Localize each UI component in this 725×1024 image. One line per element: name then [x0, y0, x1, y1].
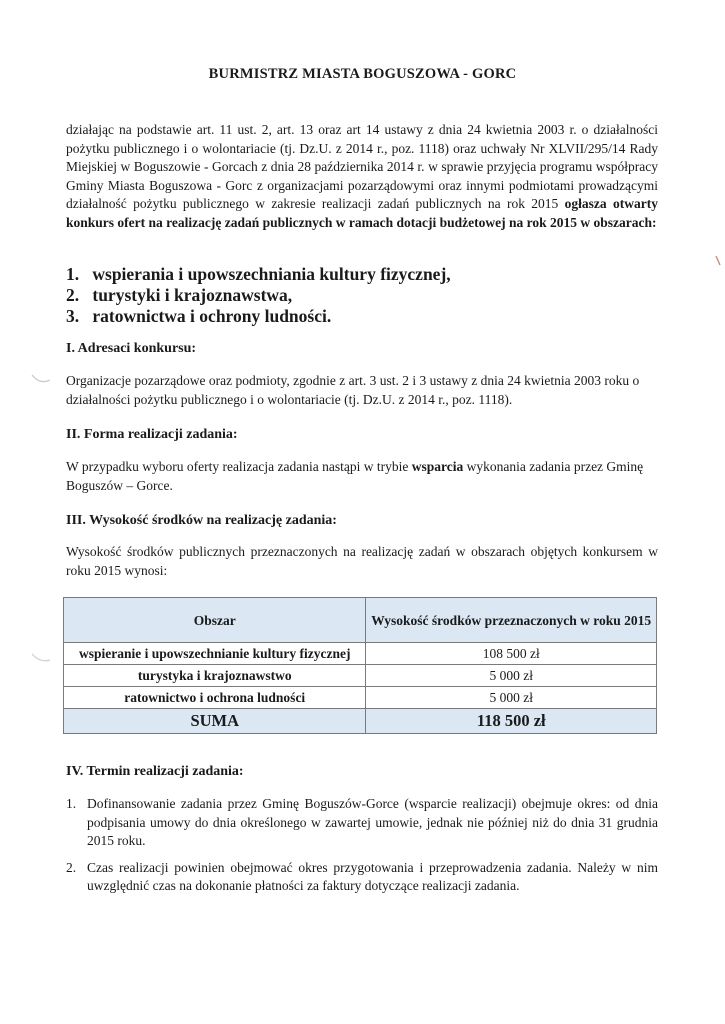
term-text: Dofinansowanie zadania przez Gminę Boguszów-Gorce (wsparcie realizacji) obejmuje okres: od dnia podpisania umowy do dnia określonego w zawartej umowie, jednak nie później niż do dnia 31 grudnia 2015 roku. — [87, 796, 658, 849]
intro-paragraph — [66, 121, 658, 233]
term-text: Czas realizacji powinien obejmować okres przygotowania i przeprowadzenia zadania. Należy w nim uwzględnić czas na dokonanie płatności za faktury dotyczące realizacji zadania. — [87, 859, 658, 894]
table-sum-label: SUMA — [64, 709, 366, 734]
form-text-before: W przypadku wyboru oferty realizacja zadania nastąpi w trybie — [66, 459, 409, 474]
table-cell-amount: 108 500 zł — [366, 643, 657, 665]
term-item — [66, 859, 658, 896]
section-text-form — [66, 458, 658, 495]
section-text-addressees: Organizacje pozarządowe oraz podmioty, zgodnie z art. 3 ust. 2 i 3 ustawy z dnia 24 kwietnia 2003 roku o działalności pożytku publicznego i o wolontariacie (tj. Dz.U. z 2014 r., poz. 1118). — [66, 373, 640, 407]
area-number: 2. — [66, 285, 80, 305]
form-text-after: wykonania zadania przez Gminę Boguszów – Gorce. — [66, 459, 644, 493]
area-number: 3. — [66, 306, 80, 326]
section-heading-form: II. Forma realizacji zadania: — [66, 427, 238, 442]
section-heading-term: IV. Termin realizacji zadania: — [66, 764, 244, 779]
area-item — [66, 285, 451, 306]
table-header-row — [64, 598, 657, 643]
area-item — [66, 264, 451, 285]
term-number: 2. — [66, 859, 77, 875]
scan-mark — [30, 372, 52, 386]
table-cell-area: ratownictwo i ochrona ludności — [64, 687, 366, 709]
table-cell-area: wspieranie i upowszechnianie kultury fizycznej — [64, 643, 366, 665]
form-text-bold: wsparcia — [411, 459, 464, 474]
section-text-funds: Wysokość środków publicznych przeznaczonych na realizację zadań w obszarach objętych konkursem w roku 2015 wynosi: — [66, 544, 658, 578]
areas-list — [66, 264, 451, 327]
intro-text: działając na podstawie art. 11 ust. 2, art. 13 oraz art 14 ustawy z dnia 24 kwietnia 2003 r. o działalności pożytku publicznego i o wolontariacie (tj. Dz.U. z 2014 r., poz. 1118) oraz uchwały Nr XLVII/295/14 Rady Miejskiej w Boguszowie - Gorcach z dnia 28 października 2014 r. w sprawie przyjęcia programu współpracy Gminy Miasta Boguszowa - Gorc z organizacjami pozarządowymi oraz innymi podmiotami prowadzącymi działalność pożytku publicznego w zakresie realizacji zadań publicznych na rok 2015 — [66, 122, 658, 212]
table-row — [64, 643, 657, 665]
area-item — [66, 306, 451, 327]
table-sum-row — [64, 709, 657, 734]
table-header-amount: Wysokość środków przeznaczonych w roku 2015 — [366, 598, 657, 643]
term-item — [66, 795, 658, 851]
funds-table — [63, 597, 657, 734]
area-number: 1. — [66, 264, 80, 284]
intro-bold-text: ogłasza otwarty konkurs ofert na realizację zadań publicznych w ramach dotacji budżetowej na rok 2015 w obszarach: — [66, 196, 659, 230]
section-heading-funds: III. Wysokość środków na realizację zadania: — [66, 513, 337, 528]
table-cell-amount: 5 000 zł — [366, 687, 657, 709]
section-heading-addressees: I. Adresaci konkursu: — [66, 341, 197, 356]
scan-mark — [714, 255, 722, 267]
table-row — [64, 665, 657, 687]
document-title: BURMISTRZ MIASTA BOGUSZOWA - GORC — [208, 66, 517, 82]
area-text: ratownictwa i ochrony ludności. — [92, 306, 332, 326]
table-cell-area: turystyka i krajoznawstwo — [64, 665, 366, 687]
area-text: wspierania i upowszechniania kultury fizycznej, — [92, 264, 451, 284]
area-text: turystyki i krajoznawstwa, — [92, 285, 293, 305]
scan-mark — [30, 651, 52, 665]
table-sum-amount: 118 500 zł — [366, 709, 657, 734]
table-row — [64, 687, 657, 709]
table-header-area: Obszar — [64, 598, 366, 643]
table-cell-amount: 5 000 zł — [366, 665, 657, 687]
term-number: 1. — [66, 796, 77, 811]
term-list — [66, 795, 658, 904]
